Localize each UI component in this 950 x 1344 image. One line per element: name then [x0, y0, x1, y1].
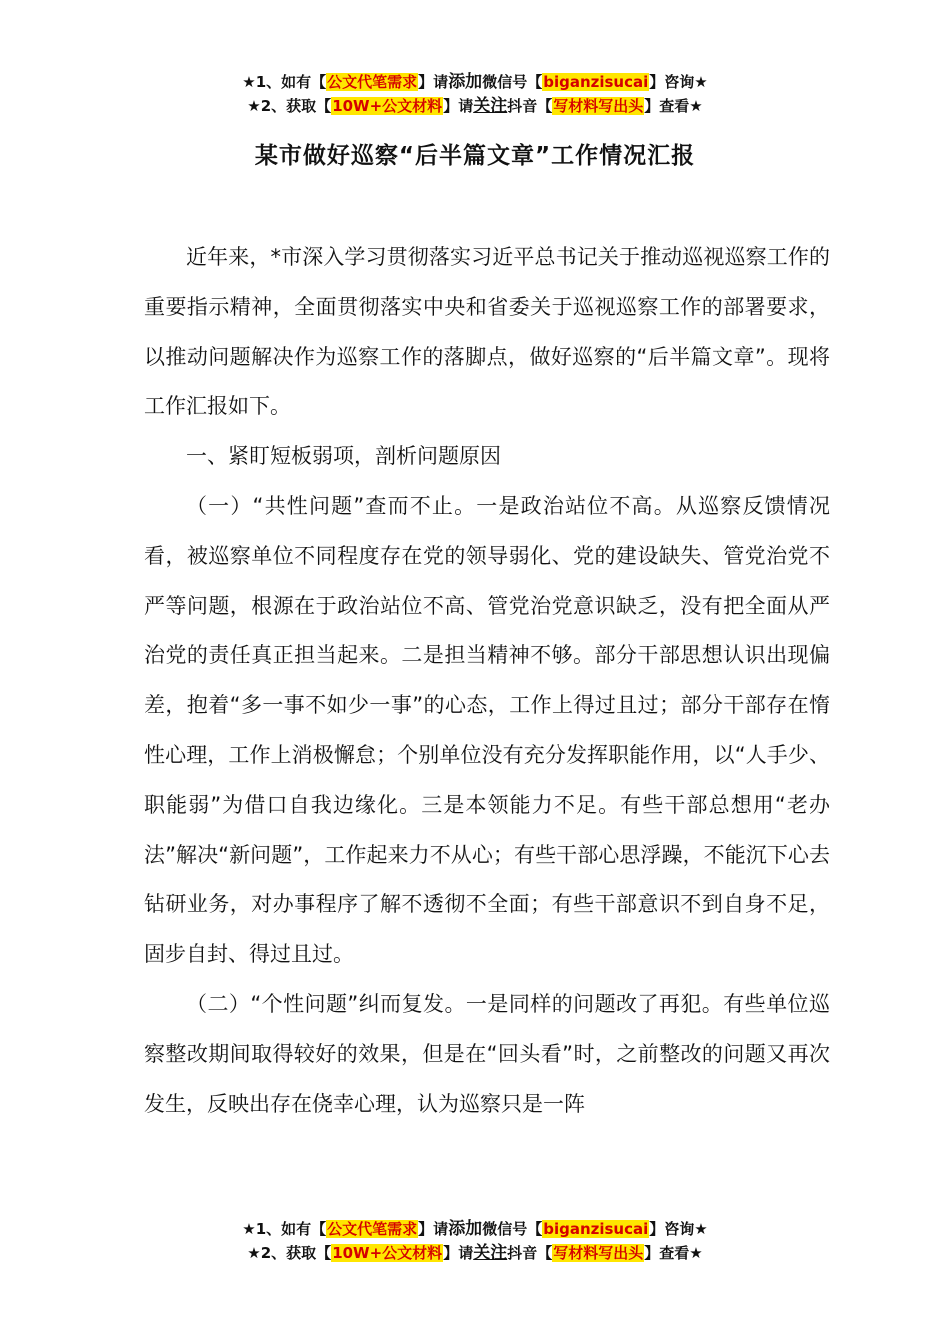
banner-highlight: 写材料写出头	[553, 1244, 644, 1262]
banner-text: 】咨询★	[649, 73, 708, 91]
banner-text: ★2、获取【	[247, 97, 332, 115]
banner-highlight: 10W+公文材料	[332, 1244, 443, 1262]
banner-text: ★2、获取【	[247, 1244, 332, 1262]
paragraph: 近年来，*市深入学习贯彻落实习近平总书记关于推动巡视巡察工作的重要指示精神，全面贯彻落实中央和省委关于巡视巡察工作的部署要求，以推动问题解决作为巡察工作的落脚点，做好巡察的“后半篇文章”。现将工作汇报如下。	[144, 245, 830, 419]
banner-highlight: biganzisucai	[543, 73, 649, 91]
paragraph: （二）“个性问题”纠而复发。一是同样的问题改了再犯。有些单位巡察整改期间取得较好的效果，但是在“回头看”时，之前整改的问题又再次发生，反映出存在侥幸心理，认为巡察只是一阵	[144, 991, 830, 1116]
document-title: 某市做好巡察“后半篇文章”工作情况汇报	[254, 143, 696, 169]
banner-text: 】请	[418, 1220, 449, 1238]
banner-text: 】查看★	[644, 1244, 703, 1262]
footer-banner	[0, 1217, 950, 1265]
banner-text: 】查看★	[644, 97, 703, 115]
paragraph: （一）“共性问题”查而不止。一是政治站位不高。从巡察反馈情况看，被巡察单位不同程度存在党的领导弱化、党的建设缺失、管党治党不严等问题，根源在于政治站位不高、管党治党意识缺乏，没有把全面从严治党的责任真正担当起来。二是担当精神不够。部分干部思想认识出现偏差，抱着“多一事不如少一事”的心态，工作上得过且过；部分干部存在惰性心理，工作上消极懈怠；个别单位没有充分发挥职能作用，以“人手少、职能弱”为借口自我边缘化。三是本领能力不足。有些干部总想用“老办法”解决“新问题”，工作起来力不从心；有些干部心思浮躁，不能沉下心去钻研业务，对办事程序了解不透彻不全面；有些干部意识不到自身不足，固步自封、得过且过。	[144, 493, 830, 967]
banner-text: ★1、如有【	[242, 1220, 327, 1238]
banner-text: 微信号【	[482, 1220, 543, 1238]
banner-text: 】请	[443, 97, 474, 115]
document-body	[144, 233, 830, 1129]
banner-text: 关注	[473, 1243, 508, 1263]
banner-text: 抖音【	[507, 97, 553, 115]
banner-text: 】请	[418, 73, 449, 91]
banner-text: ★1、如有【	[242, 73, 327, 91]
banner-highlight: 公文代笔需求	[327, 1220, 418, 1238]
banner-text: 关注	[473, 96, 508, 116]
banner-line-1	[0, 70, 950, 94]
banner-line-2	[0, 1241, 950, 1265]
banner-text: 抖音【	[507, 1244, 553, 1262]
banner-highlight: 公文代笔需求	[327, 73, 418, 91]
banner-text: 微信号【	[482, 73, 543, 91]
banner-highlight: 写材料写出头	[553, 97, 644, 115]
banner-text: 添加	[448, 1219, 483, 1239]
banner-line-1	[0, 1217, 950, 1241]
header-banner	[0, 70, 950, 118]
banner-highlight: 10W+公文材料	[332, 97, 443, 115]
banner-highlight: biganzisucai	[543, 1220, 649, 1238]
banner-text: 添加	[448, 72, 483, 92]
banner-text: 】请	[443, 1244, 474, 1262]
section-heading: 一、紧盯短板弱项，剖析问题原因	[186, 444, 501, 469]
banner-text: 】咨询★	[649, 1220, 708, 1238]
banner-line-2	[0, 94, 950, 118]
